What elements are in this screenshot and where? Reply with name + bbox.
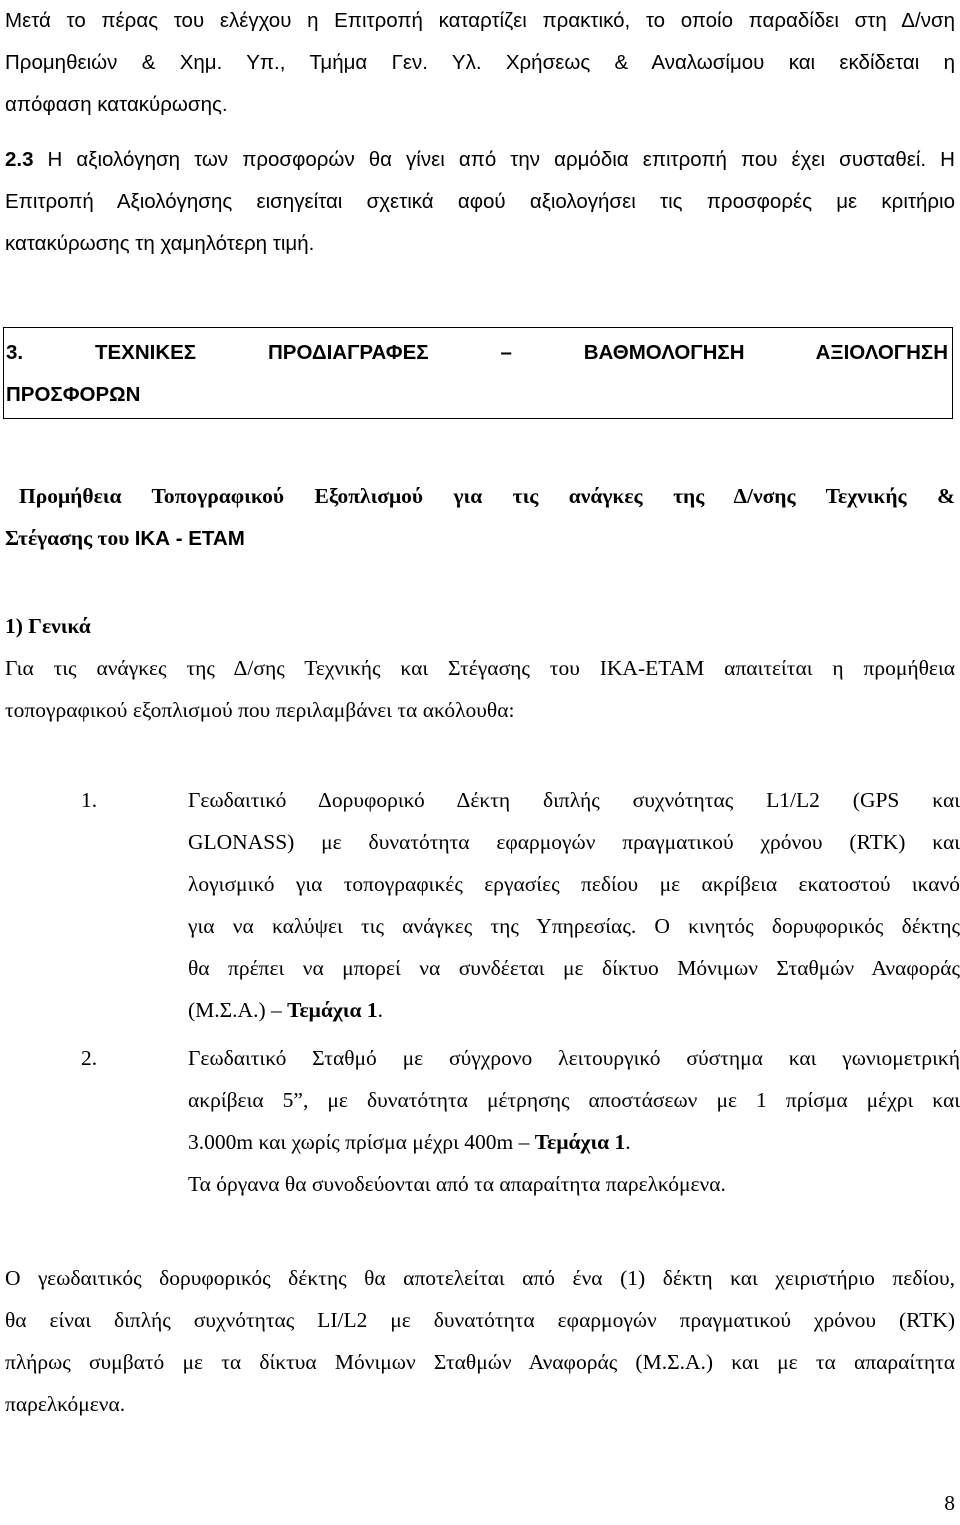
general-line-2: τοπογραφικού εξοπλισμού που περιλαμβάνει τα ακόλουθα: (5, 698, 515, 722)
list-item-line: Γεωδαιτικό Σταθμό με σύγχρονο λειτουργικό σύστημα και γωνιομετρική (188, 1046, 960, 1070)
equipment-list (5, 779, 960, 1209)
closing-line-4: παρελκόμενα. (5, 1392, 126, 1416)
list-item-number: 2. (81, 1046, 98, 1070)
list-item-quantity: Τεμάχια 1 (287, 998, 378, 1022)
list-item-last-line (188, 989, 960, 1031)
section-2-3-line-2: Επιτροπή Αξιολόγησης εισηγείται σχετικά αφού αξιολογήσει τις προσφορές με κριτήριο (5, 190, 955, 213)
list-item-last-text: (Μ.Σ.Α.) – (188, 998, 288, 1022)
list-item-period: . (377, 998, 383, 1022)
section-3-heading-line-2: ΠΡΟΣΦΟΡΩΝ (6, 383, 141, 406)
list-item-line: Γεωδαιτικό Δορυφορικό Δέκτη διπλής συχνότητας L1/L2 (GPS και (188, 788, 960, 812)
procurement-title-line-2 (5, 517, 955, 559)
page-number: 8 (944, 1491, 955, 1515)
procurement-title-org: ΙΚΑ - ΕΤΑΜ (134, 527, 245, 550)
general-line-1: Για τις ανάγκες της Δ/σης Τεχνικής και Στέγασης του ΙΚΑ-ΕΤΑΜ απαιτείται η προμήθεια (5, 656, 955, 680)
section-3-heading-line-1: 3. ΤΕΧΝΙΚΕΣ ΠΡΟΔΙΑΓΡΑΦΕΣ – ΒΑΘΜΟΛΟΓΗΣΗ ΑΞΙΟΛΟΓΗΣΗ (6, 341, 948, 364)
intro-line-1: Μετά το πέρας του ελέγχου η Επιτροπή καταρτίζει πρακτικό, το οποίο παραδίδει στη Δ/νση (5, 9, 955, 32)
list-item-period: . (625, 1130, 631, 1154)
closing-line-2: θα είναι διπλής συχνότητας LI/L2 με δυνατότητα εφαρμογών πραγματικού χρόνου (RTK) (5, 1308, 955, 1332)
closing-line-1: Ο γεωδαιτικός δορυφορικός δέκτης θα αποτελείται από ένα (1) δέκτη και χειριστήριο πεδίου, (5, 1266, 955, 1290)
intro-line-3: απόφαση κατακύρωσης. (5, 93, 228, 116)
list-item-line: θα πρέπει να μπορεί να συνδέεται με δίκτυο Μόνιμων Σταθμών Αναφοράς (188, 956, 960, 980)
general-section (5, 605, 955, 731)
list-item-last-text: 3.000m και χωρίς πρίσμα μέχρι 400m – (188, 1130, 535, 1154)
list-item (5, 1037, 960, 1209)
section-2-3-line-3: κατακύρωσης τη χαμηλότερη τιμή. (5, 232, 315, 255)
list-item-line: λογισμικό για τοπογραφικές εργασίες πεδίου με ακρίβεια εκατοστού ικανό (188, 872, 960, 896)
list-item-quantity: Τεμάχια 1 (534, 1130, 626, 1154)
section-3-heading-box (3, 327, 953, 419)
procurement-title-line-2-text: Στέγασης του (5, 526, 135, 550)
closing-paragraph (5, 1257, 955, 1425)
list-item-last-line (188, 1121, 960, 1163)
list-item-line: ακρίβεια 5”, με δυνατότητα μέτρησης αποστάσεων με 1 πρίσμα μέχρι και (188, 1088, 960, 1112)
procurement-title-line-1: Προμήθεια Τοπογραφικού Εξοπλισμού για τις ανάγκες της Δ/νσης Τεχνικής & (19, 484, 955, 508)
procurement-title (5, 475, 955, 559)
general-heading: 1) Γενικά (5, 614, 91, 638)
list-item (5, 779, 960, 1037)
section-2-3-line-1 (5, 139, 955, 181)
closing-line-3: πλήρως συμβατό με τα δίκτυα Μόνιμων Σταθμών Αναφοράς (Μ.Σ.Α.) και με τα απαραίτητα (5, 1350, 955, 1374)
list-item-line: GLONASS) με δυνατότητα εφαρμογών πραγματικού χρόνου (RTK) και (188, 830, 960, 854)
list-item-extra-line: Τα όργανα θα συνοδεύονται από τα απαραίτητα παρελκόμενα. (188, 1172, 726, 1196)
section-2-3-line-1-text: Η αξιολόγηση των προσφορών θα γίνει από την αρμόδια επιτροπή που έχει συσταθεί. Η (33, 148, 955, 171)
section-2-3-paragraph (5, 139, 955, 265)
list-item-text (188, 779, 960, 1031)
list-item-number: 1. (81, 788, 98, 812)
list-item-line: για να καλύψει τις ανάγκες της Υπηρεσίας. Ο κινητός δορυφορικός δέκτης (188, 914, 960, 938)
intro-paragraph (5, 0, 955, 126)
list-item-text (188, 1037, 960, 1205)
intro-line-2: Προμηθειών & Χημ. Υπ., Τμήμα Γεν. Υλ. Χρήσεως & Αναλωσίμου και εκδίδεται η (5, 51, 955, 74)
section-number: 2.3 (5, 148, 34, 171)
